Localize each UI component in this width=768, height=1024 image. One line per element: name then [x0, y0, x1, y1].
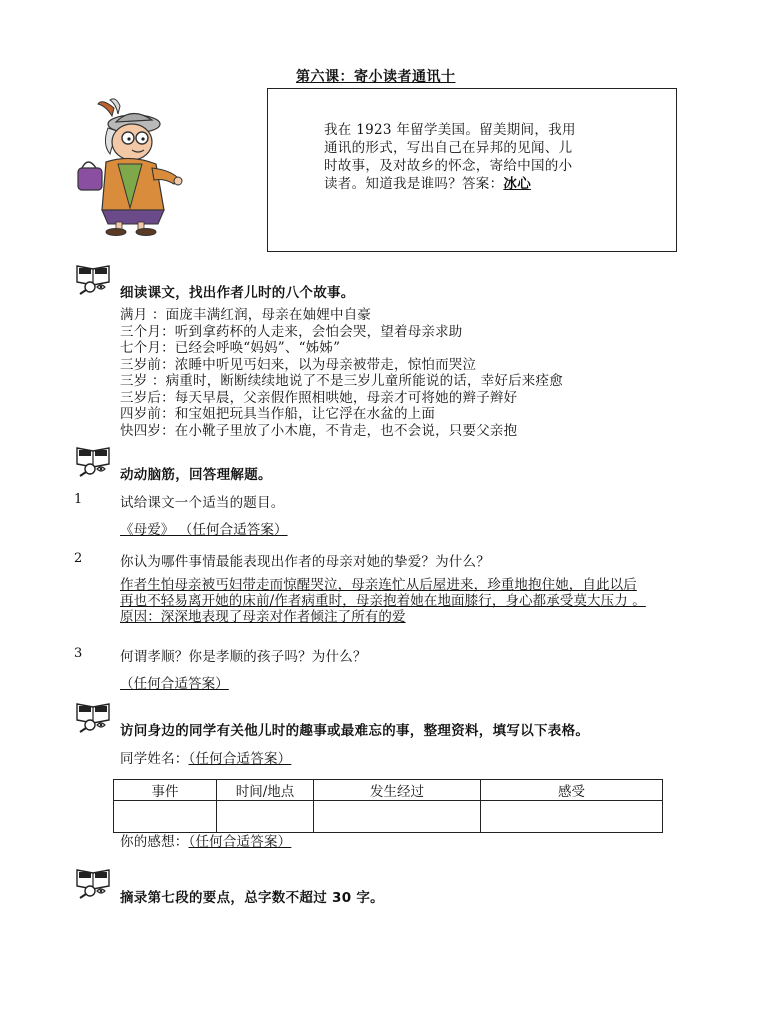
book-magnifier-icon [74, 866, 112, 900]
list-item: 三岁后：每天早晨，父亲假作照相哄她，母亲才可将她的辫子辫好 [120, 389, 518, 406]
grandmother-cartoon-image [72, 98, 184, 236]
answer-value: （任何合适答案） [120, 676, 229, 692]
answer-line: 再也不轻易离开她的床前/作者病重时，母亲抱着她在地面膝行，身心都承受莫大压力 。 [120, 593, 646, 609]
list-item: 满月 ：面庞丰满红润，母亲在妯娌中自豪 [120, 307, 372, 323]
table-cell[interactable] [481, 801, 663, 833]
question-number: 3 [74, 646, 83, 661]
feeling-value: （任何合适答案） [188, 834, 292, 850]
classmate-name-value: （任何合适答案） [188, 751, 292, 767]
list-item: 七个月：已经会呼唤“妈妈”、“姊姊” [120, 340, 341, 356]
table-cell[interactable] [314, 801, 481, 833]
list-item: 四岁前：和宝姐把玩具当作船，让它浮在水盆的上面 [120, 406, 436, 422]
riddle-line: 时故事，及对故乡的怀念，寄给中国的小 [324, 158, 573, 174]
feeling-label: 你的感想： [120, 834, 189, 850]
section-heading-questions: 动动脑筋，回答理解题。 [120, 467, 272, 483]
riddle-last-line: 读者。知道我是谁吗？答案： [324, 176, 504, 192]
question-text: 你认为哪件事情最能表现出作者的母亲对她的挚爱？为什么？ [120, 554, 490, 570]
riddle-text [324, 121, 614, 193]
table-cell[interactable] [114, 801, 217, 833]
classmate-name-label: 同学姓名： [120, 751, 189, 767]
answer-value: 《母爱》 （任何合适答案） [120, 522, 288, 538]
answer-line: 作者生怕母亲被丐妇带走而惊醒哭泣，母亲连忙从后屋进来，珍重地抱住她，自此以后 [120, 577, 637, 593]
riddle-line: 通讯的形式，写出自己在异邦的见闻、儿 [324, 140, 573, 156]
answer-text [120, 672, 229, 692]
section-heading-summary: 摘录第七段的要点，总字数不超过 30 字。 [120, 890, 384, 906]
list-item: 三个月：听到拿药杯的人走来，会怕会哭，望着母亲求助 [120, 323, 463, 340]
classmate-name-field [120, 747, 291, 767]
table-header-cell: 感受 [481, 780, 663, 801]
table-header-cell: 时间/地点 [217, 780, 314, 801]
answer-text [120, 577, 705, 625]
page-title: 第六课：寄小读者通讯十 [296, 69, 456, 85]
list-item: 快四岁：在小靴子里放了小木鹿，不肯走，也不会说，只要父亲抱 [120, 422, 518, 439]
table-cell[interactable] [217, 801, 314, 833]
table-row [114, 801, 663, 833]
book-magnifier-icon [74, 444, 112, 478]
riddle-answer: 冰心 [503, 176, 532, 192]
story-list [120, 307, 563, 439]
riddle-line: 我在 1923 年留学美国。留美期间，我用 [324, 122, 576, 138]
list-item: 三岁 ：病重时，断断续续地说了不是三岁儿童所能说的话，幸好后来痊愈 [120, 373, 563, 389]
table-header-cell: 发生经过 [314, 780, 481, 801]
question-number: 1 [74, 492, 83, 507]
table-header-cell: 事件 [114, 780, 217, 801]
question-text: 何谓孝顺？你是孝顺的孩子吗？为什么？ [120, 649, 367, 665]
feeling-field [120, 830, 291, 850]
section-heading-survey: 访问身边的同学有关他儿时的趣事或最难忘的事，整理资料，填写以下表格。 [120, 723, 590, 739]
riddle-line [324, 175, 614, 193]
book-magnifier-icon [74, 262, 112, 296]
answer-text [120, 518, 288, 538]
answer-line: 原因：深深地表现了母亲对作者倾注了所有的爱 [120, 609, 406, 625]
riddle-box [267, 88, 677, 252]
book-magnifier-icon [74, 700, 112, 734]
table-header-row [114, 780, 663, 801]
question-text: 试给课文一个适当的题目。 [120, 495, 285, 511]
section-heading-stories: 细读课文，找出作者儿时的八个故事。 [120, 285, 355, 301]
list-item: 三岁前：浓睡中听见丐妇来，以为母亲被带走，惊怕而哭泣 [120, 356, 477, 373]
question-number: 2 [74, 551, 83, 566]
survey-table [113, 779, 663, 833]
